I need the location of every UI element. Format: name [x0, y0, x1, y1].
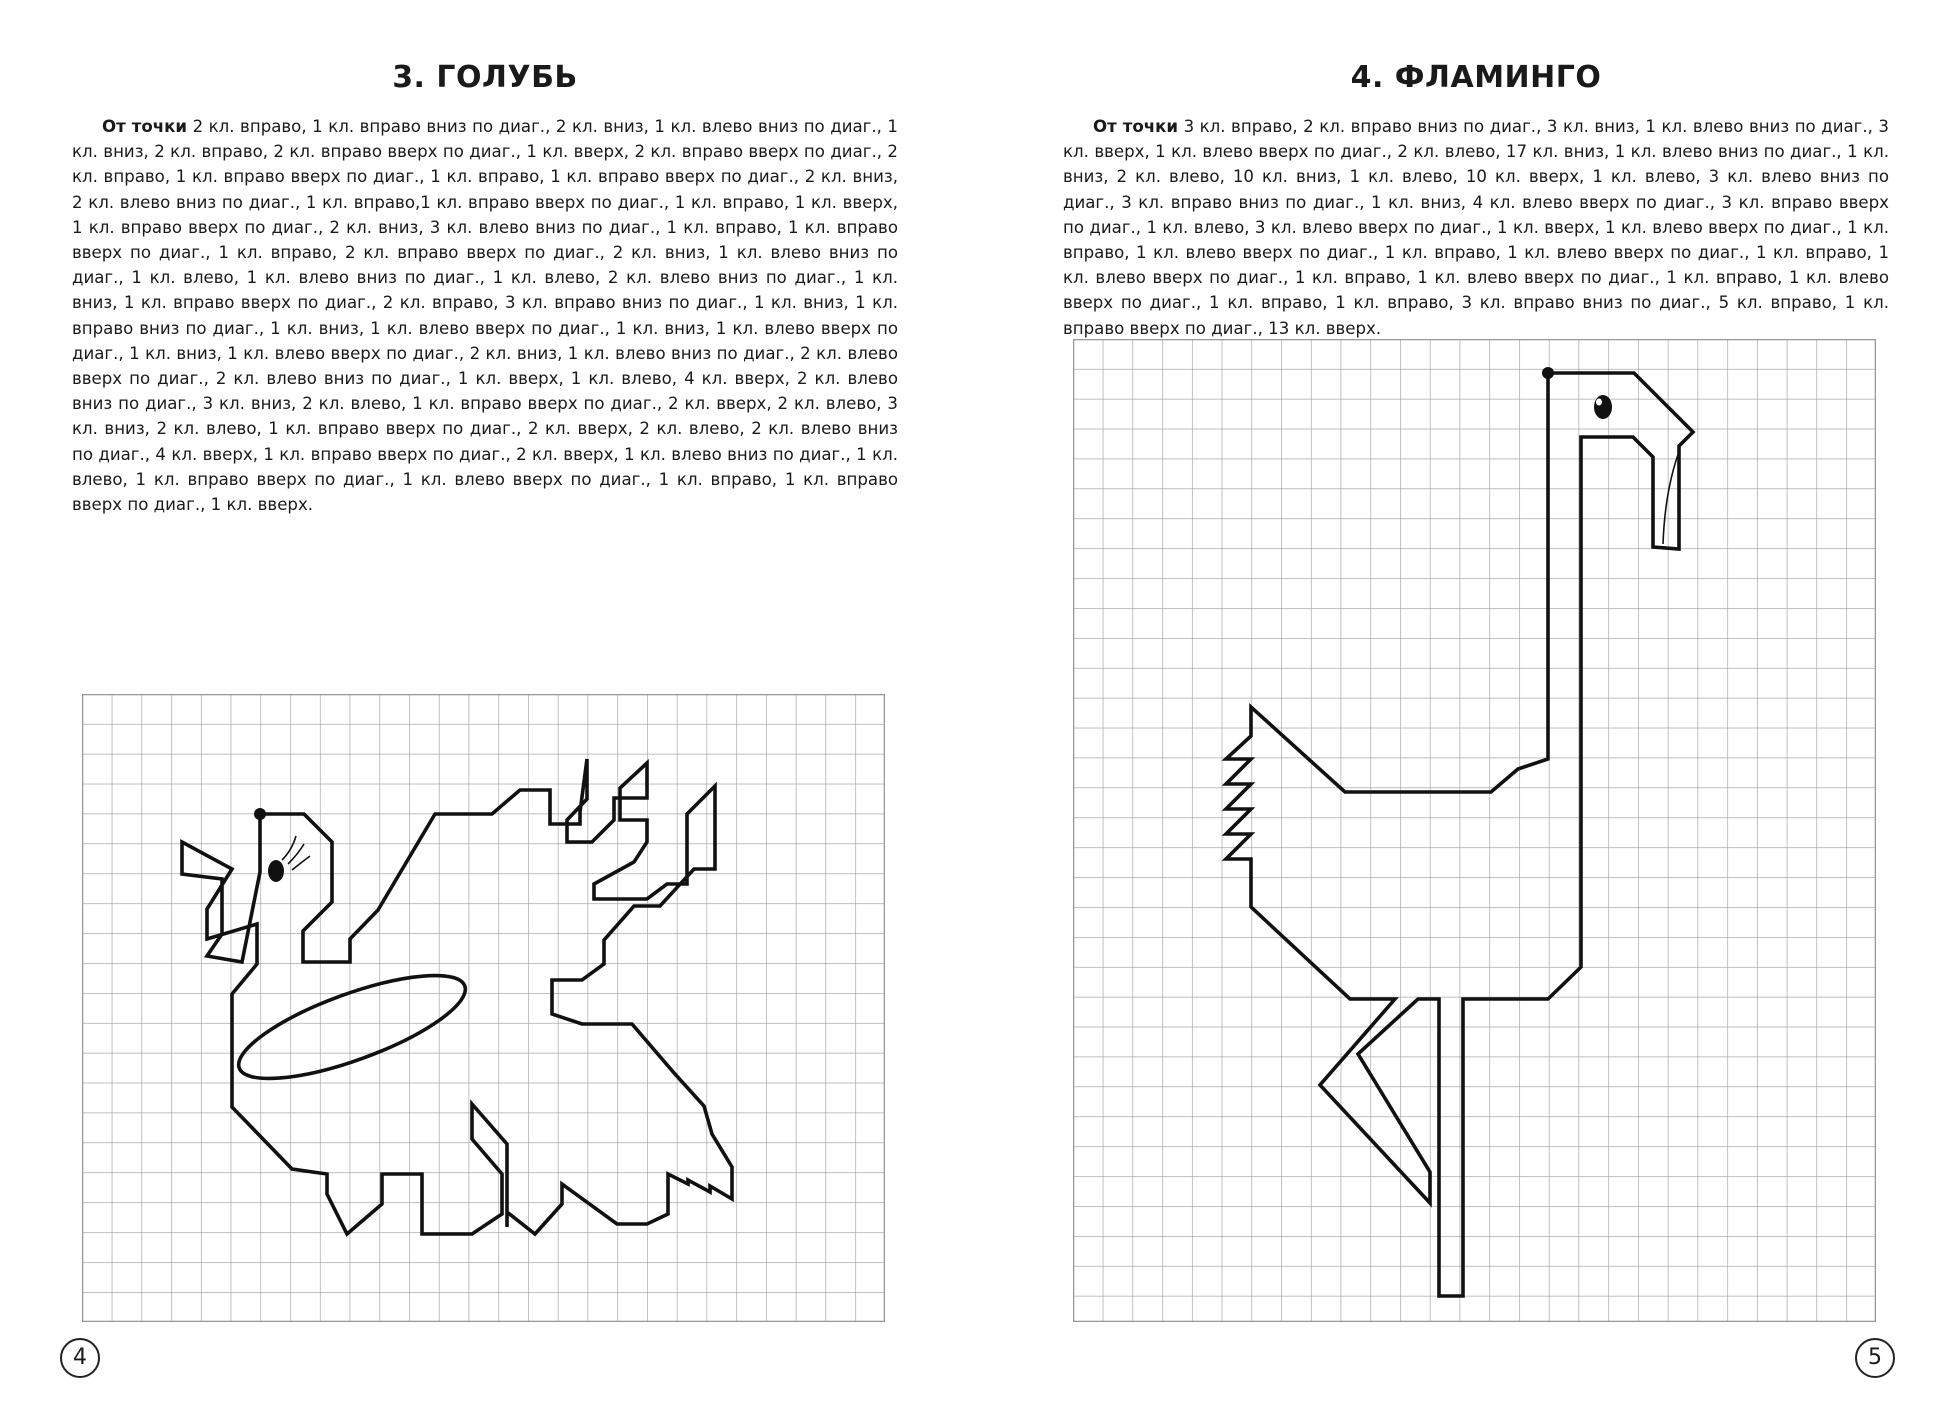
grid-cells — [1073, 339, 1876, 1322]
page-number-badge: 4 — [60, 1338, 100, 1378]
pigeon-instructions — [72, 114, 898, 517]
pigeon-drawing-grid — [82, 694, 885, 1322]
flamingo-drawing-grid — [1073, 339, 1876, 1322]
flamingo-instructions-text: 3 кл. вправо, 2 кл. вправо вниз по диаг., 3 кл. вниз, 1 кл. влево вниз по диаг., 3 кл. вверх, 1 кл. влево вверх по диаг., 2 кл. влево, 17 кл. вниз, 1 кл. влево вниз по диаг., 1 кл. вниз, 2 кл. влево, 10 кл. вниз, 1 кл. влево, 10 кл. вверх, 1 кл. влево, 3 кл. влево вниз по диаг., 3 кл. вправо вниз по диаг., 1 кл. вниз, 4 кл. влево вверх по диаг., 3 кл. вправо вверх по диаг., 1 кл. влево, 3 кл. влево вверх по диаг., 1 кл. вверх, 1 кл. влево вверх по диаг., 1 кл. вправо, 1 кл. влево вверх по диаг., 1 кл. вправо, 1 кл. влево вверх по диаг., 1 кл. вправо, 1 кл. влево вверх по диаг., 1 кл. вправо, 1 кл. влево вверх по диаг., 1 кл. вправо, 1 кл. влево вверх по диаг., 1 кл. вправо, 1 кл. вправо, 3 кл. вправо вниз по диаг., 5 кл. вправо, 1 кл. вправо вверх по диаг., 13 кл. вверх. — [1063, 117, 1889, 338]
flamingo-title: 4. ФЛАМИНГО — [1350, 60, 1602, 95]
flamingo-eye-icon — [1594, 395, 1612, 419]
pigeon-eye-icon — [268, 860, 284, 882]
pigeon-title: 3. ГОЛУБЬ — [392, 60, 578, 95]
flamingo-instructions — [1063, 114, 1889, 341]
right-page — [973, 0, 1946, 1415]
pigeon-instructions-lead: От точки — [102, 117, 188, 136]
flamingo-eye-highlight — [1596, 399, 1602, 406]
flamingo-start-point — [1542, 367, 1554, 379]
pigeon-start-point — [254, 808, 266, 820]
page-number-badge: 5 — [1855, 1338, 1895, 1378]
pigeon-instructions-text: 2 кл. вправо, 1 кл. вправо вниз по диаг., 2 кл. вниз, 1 кл. влево вниз по диаг., 1 кл. вниз, 2 кл. вправо, 2 кл. вправо вверх по диаг., 1 кл. вверх, 2 кл. вправо вверх по диаг., 2 кл. вправо, 1 кл. вправо вверх по диаг., 1 кл. вправо, 1 кл. вправо вверх по диаг., 2 кл. вниз, 2 кл. влево вниз по диаг., 1 кл. вправо,1 кл. вправо вверх по диаг., 1 кл. вправо, 1 кл. вверх, 1 кл. вправо вверх по диаг., 2 кл. вниз, 3 кл. влево вниз по диаг., 1 кл. вправо, 1 кл. вправо вверх по диаг., 1 кл. вправо, 2 кл. вправо вверх по диаг., 2 кл. вниз, 1 кл. влево вниз по диаг., 1 кл. влево, 1 кл. влево вниз по диаг., 1 кл. влево, 2 кл. влево вниз по диаг., 1 кл. вниз, 1 кл. вправо вверх по диаг., 2 кл. вправо, 3 кл. вправо вниз по диаг., 1 кл. вниз, 1 кл. вправо вниз по диаг., 1 кл. вниз, 1 кл. влево вверх по диаг., 1 кл. вниз, 1 кл. влево вверх по диаг., 1 кл. вниз, 1 кл. влево вверх по диаг., 2 кл. вниз, 1 кл. влево вниз по диаг., 2 кл. влево вверх по диаг., 2 кл. влево вниз по диаг., 1 кл. вверх, 1 кл. влево, 4 кл. вверх, 2 кл. влево вниз по диаг., 3 кл. вниз, 2 кл. влево, 1 кл. вправо вверх по диаг., 2 кл. вверх, 2 кл. влево, 3 кл. вниз, 2 кл. влево, 1 кл. вправо вверх по диаг., 2 кл. вверх, 2 кл. влево, 2 кл. влево вниз по диаг., 4 кл. вверх, 1 кл. вправо вверх по диаг., 2 кл. вверх, 1 кл. влево вниз по диаг., 1 кл. влево, 1 кл. вправо вверх по диаг., 1 кл. влево вверх по диаг., 1 кл. вправо, 1 кл. вправо вверх по диаг., 1 кл. вверх. — [72, 117, 898, 515]
flamingo-instructions-lead: От точки — [1093, 117, 1179, 136]
